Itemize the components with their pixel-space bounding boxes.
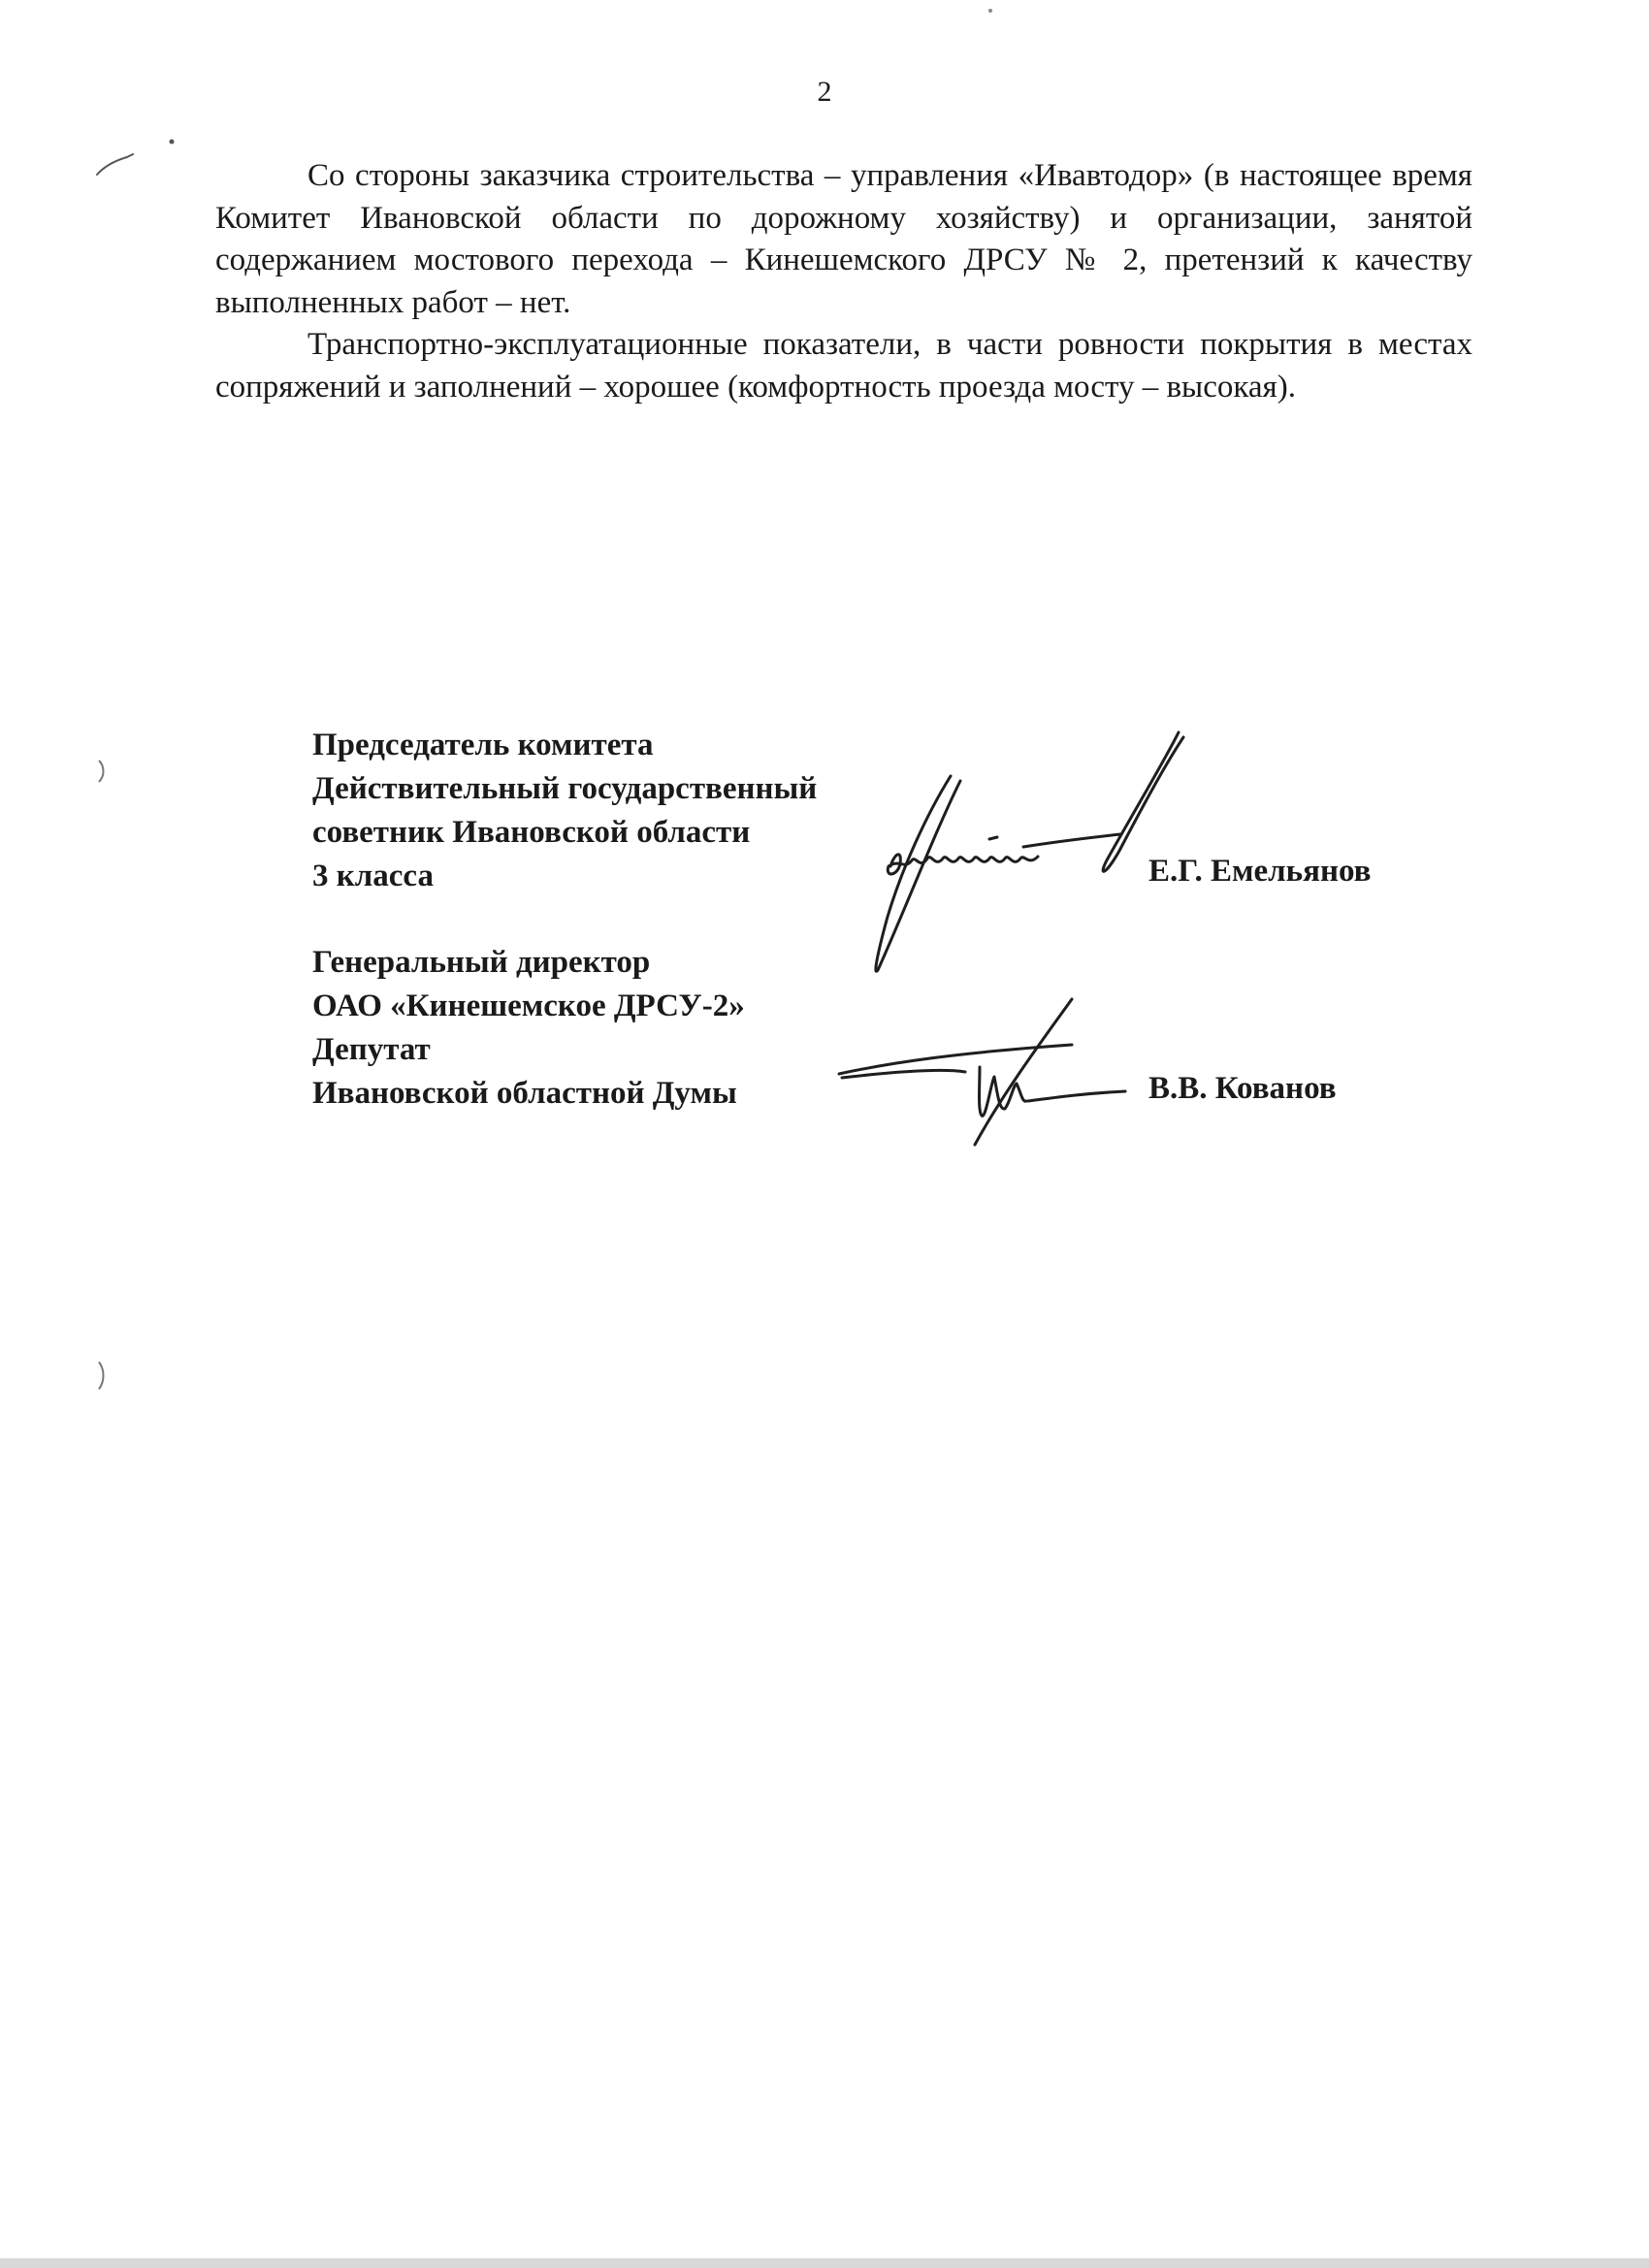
page-number: 2 [817, 76, 832, 108]
signatory-2-title-line: Генеральный директор [312, 945, 651, 980]
scan-speck [985, 5, 996, 16]
scan-bottom-edge [0, 2258, 1649, 2268]
scan-speck [92, 136, 179, 184]
signatory-1-title-line: 3 класса [312, 859, 434, 893]
signatory-1-title [312, 724, 817, 898]
signatory-2-title-line: Депутат [312, 1032, 431, 1067]
signatory-1-title-line: советник Ивановской области [312, 815, 751, 850]
paragraph-transport-indicators: Транспортно-эксплуатационные показатели, в части ровности покрытия в местах сопряжений и заполнений – хорошее (комфортность проезда мосту – высокая). [215, 327, 1472, 405]
signatory-1-title-line: Действительный государственный [312, 771, 818, 806]
signatory-2-title-line: ОАО «Кинешемское ДРСУ-2» [312, 988, 745, 1023]
scan-speck [93, 757, 113, 786]
scan-speck [93, 1358, 113, 1393]
signatory-2-name: В.В. Кованов [1148, 1071, 1337, 1106]
signatory-1-title-line: Председатель комитета [312, 728, 654, 762]
signature-1-image [844, 723, 1193, 980]
signatory-1-name: Е.Г. Емельянов [1148, 854, 1372, 889]
paragraph-customer-claims: Со стороны заказчика строительства – управления «Ивавтодор» (в настоящее время Комитет Ивановской области по дорожному хозяйству) и организации, занятой содержанием мостового перехода – Кинешемского ДРСУ № 2, претензий к качеству выполненных работ – нет. [215, 158, 1472, 320]
signatory-2-title-line: Ивановской областной Думы [312, 1076, 737, 1111]
signatory-2-title [312, 941, 745, 1116]
body-text [215, 155, 1472, 408]
signature-2-image [834, 994, 1154, 1154]
